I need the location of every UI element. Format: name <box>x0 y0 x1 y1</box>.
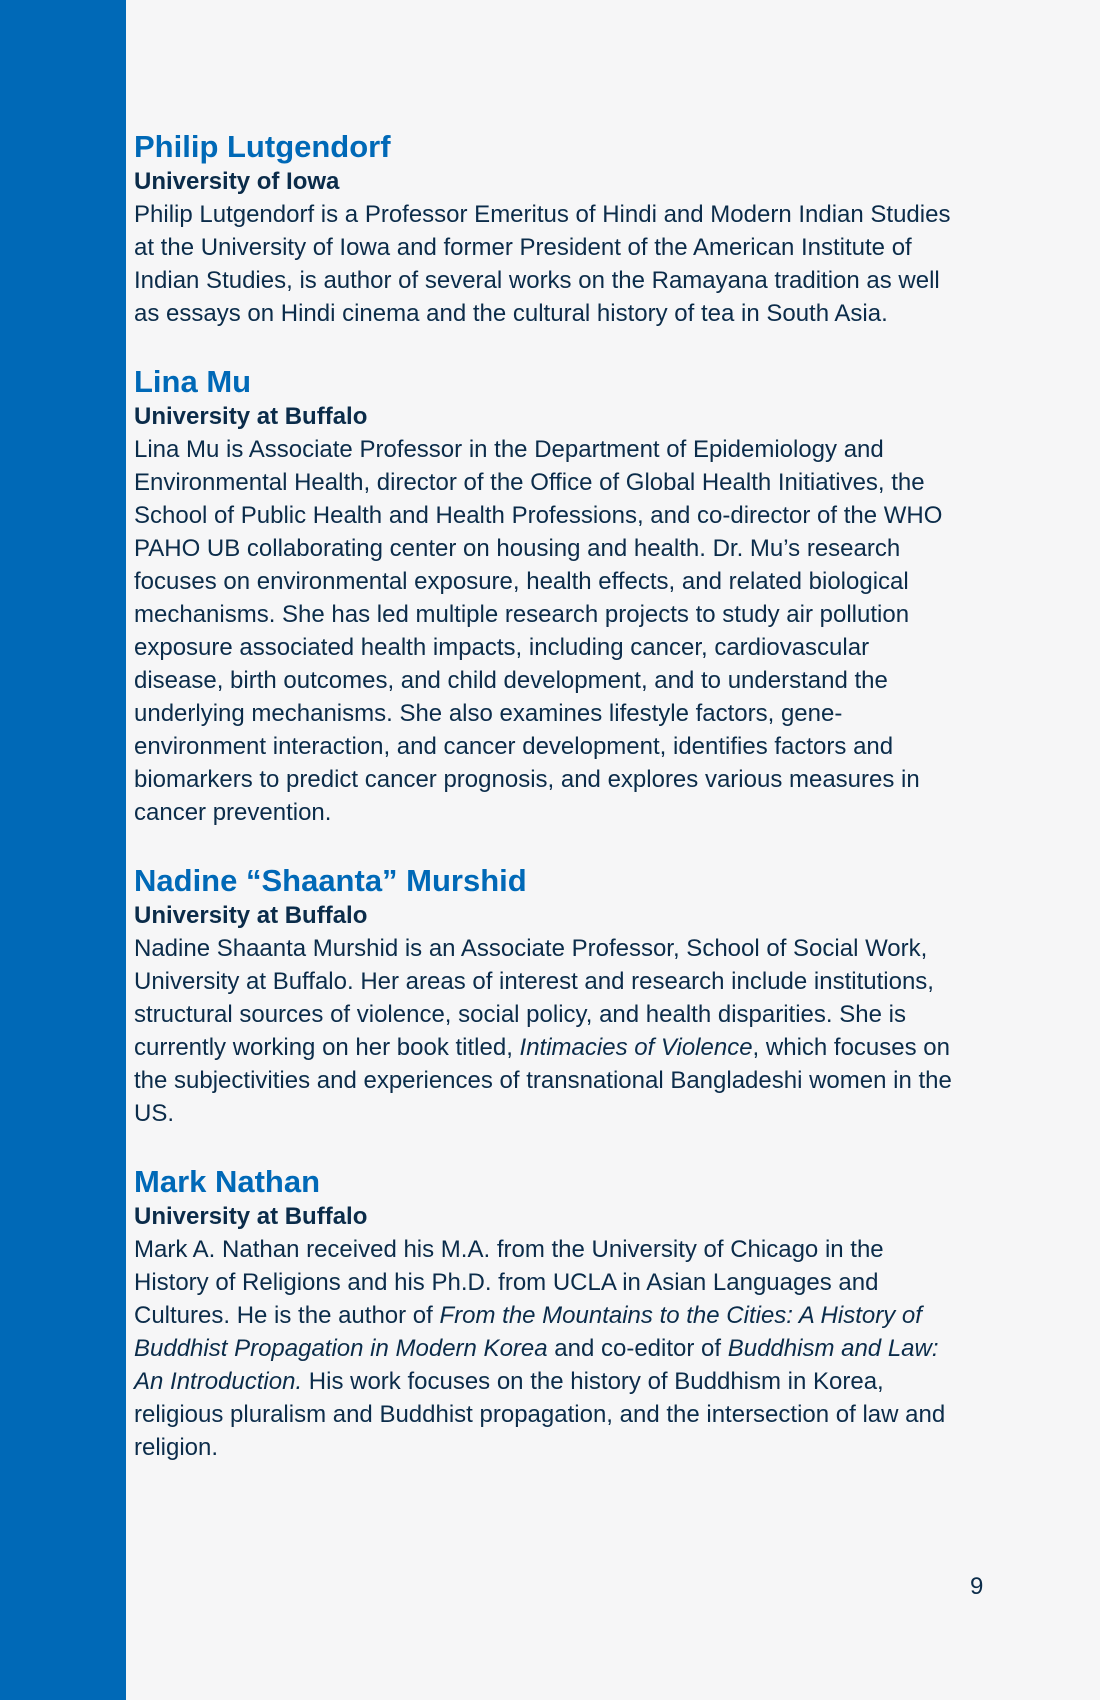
profile-affiliation: University of Iowa <box>134 168 340 195</box>
book-title: From the Mountains to the Cities: A History of Buddhist Propagation in Modern Korea <box>134 1302 922 1362</box>
profile-bio <box>134 932 964 1130</box>
book-title: Buddhism and Law: An Introduction. <box>134 1335 939 1395</box>
bio-text: Philip Lutgendorf is a Professor Emeritus of Hindi and Modern Indian Studies at the University of Iowa and former President of the American Institute of Indian Studies, is author of several works on the Ramayana tradition as well as essays on Hindi cinema and the cultural history of tea in South Asia. <box>134 201 951 327</box>
profile-lina-mu <box>134 363 964 829</box>
profiles-list <box>134 128 964 1497</box>
profile-affiliation: University at Buffalo <box>134 403 368 430</box>
profile-affiliation: University at Buffalo <box>134 1203 368 1230</box>
book-title: Intimacies of Violence <box>519 1034 753 1061</box>
profile-philip-lutgendorf <box>134 128 964 330</box>
profile-name: Lina Mu <box>134 364 252 399</box>
profile-affiliation: University at Buffalo <box>134 902 368 929</box>
bio-text: and co-editor of <box>547 1335 728 1362</box>
bio-text: Nadine Shaanta Murshid is an Associate Professor, School of Social Work, University at Buffalo. Her areas of interest and research include institutions, structural sources of violence, social policy, and health disparities. She is currently working on her book titled, <box>134 935 934 1061</box>
page-number: 9 <box>970 1573 984 1600</box>
profile-name: Mark Nathan <box>134 1164 321 1199</box>
profile-name: Philip Lutgendorf <box>134 129 391 164</box>
profile-bio <box>134 1233 964 1464</box>
bio-text: Lina Mu is Associate Professor in the Department of Epidemiology and Environmental Health, director of the Office of Global Health Initiatives, the School of Public Health and Health Professions, and co-director of the WHO PAHO UB collaborating center on housing and health. Dr. Mu’s research focuses on environmental exposure, health effects, and related biological mechanisms. She has led multiple research projects to study air pollution exposure associated health impacts, including cancer, cardiovascular disease, birth outcomes, and child development, and to understand the underlying mechanisms. She also examines lifestyle factors, gene-environment interaction, and cancer development, identifies factors and biomarkers to predict cancer prognosis, and explores various measures in cancer prevention. <box>134 436 943 826</box>
bio-text: His work focuses on the history of Buddhism in Korea, religious pluralism and Buddhist propagation, and the intersection of law and religion. <box>134 1368 946 1461</box>
profile-mark-nathan <box>134 1163 964 1464</box>
profile-bio <box>134 433 964 829</box>
profile-bio <box>134 198 964 330</box>
profile-nadine-murshid <box>134 862 964 1130</box>
bio-text: , which focuses on the subjectivities and experiences of transnational Bangladeshi women in the US. <box>134 1034 952 1127</box>
profile-name: Nadine “Shaanta” Murshid <box>134 863 527 898</box>
bio-text: Mark A. Nathan received his M.A. from the University of Chicago in the History of Religions and his Ph.D. from UCLA in Asian Languages and Cultures. He is the author of <box>134 1236 884 1329</box>
left-color-bar <box>0 0 126 1700</box>
